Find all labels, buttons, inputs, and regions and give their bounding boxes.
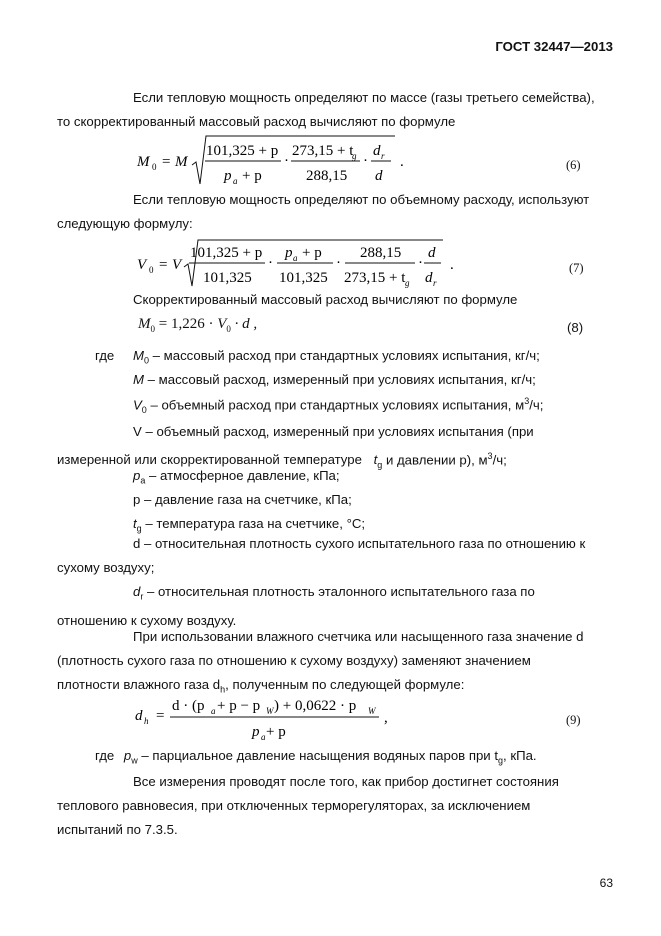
formula-number: (9) [566, 713, 581, 727]
symbol: t [373, 452, 378, 468]
fraction-denominator: + p [242, 168, 262, 184]
fraction-numerator: + p − p [217, 698, 261, 714]
formula-symbol: M [137, 154, 150, 170]
paragraph-mass-intro [57, 86, 614, 134]
unit-superscript: 3 [524, 396, 530, 406]
formula-subscript: r [433, 278, 437, 288]
definition-pw [95, 748, 537, 766]
formula-6 [130, 134, 420, 190]
formula-number: (8) [567, 320, 584, 335]
definition-text: – массовый расход, измеренный при условиях испытания, кг/ч; [144, 372, 536, 387]
fraction-numerator: d · (p [172, 698, 205, 714]
paragraph-measurements [57, 770, 614, 842]
definition-text: и давлении p), м [382, 452, 488, 468]
symbol-subscript: a [140, 475, 146, 486]
fraction-numerator: 101,325 + p [206, 143, 279, 159]
formula-subscript: W [266, 706, 274, 716]
definition-text: отношению к сухому воздуху. [57, 612, 237, 628]
formula-subscript: r [381, 151, 385, 161]
definition-m [133, 372, 536, 387]
fraction-denominator: d [425, 270, 433, 286]
text-line: Все измерения проводят после того, как прибор достигнет состояния [133, 774, 559, 789]
formula-subscript: 0 [149, 265, 154, 275]
formula-subscript: g [352, 151, 357, 161]
text-line: испытаний по 7.3.5. [57, 822, 178, 837]
symbol: M [133, 372, 144, 387]
fraction-denominator: 101,325 [279, 270, 328, 286]
fraction-numerator: ) + 0,0622 · p [274, 698, 357, 714]
definition-text: измеренной или скорректированной температуре [57, 452, 362, 468]
formula-symbol: V [137, 257, 147, 273]
symbol: p [123, 748, 132, 763]
definition-text: – относительная плотность эталонного испытательного газа по [143, 584, 535, 599]
definition-m0-text [133, 348, 540, 366]
definition-text: сухому воздуху; [57, 560, 155, 575]
definition-text: /ч; [492, 452, 507, 468]
definition-p: p – давление газа на счетчике, кПа; [133, 492, 352, 507]
where-label: где [95, 348, 115, 363]
text-line: теплового равновесия, при отключенных терморегуляторах, за исключением [57, 798, 531, 813]
formula-period: . [400, 154, 404, 170]
text-line: то скорректированный массовый расход вычисляют по формуле [57, 114, 456, 129]
formula-symbol: M [175, 154, 188, 170]
fraction-numerator: 101,325 + p [190, 245, 263, 261]
formula-expression: · d , [234, 316, 258, 332]
svg-text:·: · [284, 153, 289, 169]
definition-pa [133, 468, 340, 486]
symbol: V [133, 397, 142, 413]
page-number: 63 [599, 876, 613, 890]
symbol-subscript: r [140, 591, 144, 602]
definition-text: /ч; [529, 397, 544, 413]
definition-text: d – относительная плотность сухого испытательного газа по отношению к [133, 536, 586, 551]
formula-expression: = 1,226 · [158, 316, 214, 332]
symbol-subscript: g [498, 755, 504, 766]
formula-subscript: 0 [152, 162, 157, 172]
formula-comma: , [384, 710, 388, 726]
symbol: d [133, 584, 141, 599]
symbol-subscript: h [220, 684, 226, 695]
fraction-denominator: d [375, 168, 383, 184]
definition-text: , кПа. [503, 748, 537, 763]
symbol: t [133, 516, 137, 531]
definition-text: V – объемный расход, измеренный при условиях испытания (при [133, 424, 534, 439]
symbol-subscript: g [377, 460, 383, 471]
definition-text: – массовый расход при стандартных условиях испытания, кг/ч; [149, 348, 540, 363]
document-header: ГОСТ 32447—2013 [495, 39, 613, 54]
symbol-subscript: 0 [144, 355, 150, 366]
svg-text:=: = [159, 257, 168, 273]
formula-subscript: g [405, 278, 410, 288]
svg-text:·: · [268, 255, 273, 271]
symbol-subscript: g [136, 523, 142, 534]
definition-d [57, 532, 614, 580]
where-label: где [95, 748, 115, 763]
formula-symbol: M [138, 316, 151, 332]
formula-7 [130, 238, 470, 290]
formula-subscript: a [233, 176, 238, 186]
formula-9 [130, 690, 400, 746]
fraction-denominator: + p [266, 724, 286, 740]
formula-subscript: h [144, 716, 149, 726]
text-line: следующую формулу: [57, 216, 193, 231]
formula-subscript: a [293, 253, 298, 263]
unit-superscript: 3 [487, 451, 493, 461]
fraction-denominator: 288,15 [306, 168, 348, 184]
svg-text:·: · [336, 255, 341, 271]
fraction-numerator: 288,15 [360, 245, 402, 261]
definition-tg [133, 516, 365, 534]
definition-text: – температура газа на счетчике, °С; [141, 516, 366, 531]
svg-text:=: = [156, 708, 165, 724]
text-line: (плотность сухого газа по отношению к сухому воздуху) заменяют значением [57, 653, 531, 668]
fraction-denominator: p [224, 168, 232, 184]
svg-text:·: · [418, 255, 423, 271]
formula-period: . [450, 257, 454, 273]
svg-text:=: = [162, 154, 171, 170]
formula-number: (6) [566, 158, 581, 172]
text-line: Если тепловую мощность определяют по объемному расходу, используют [133, 192, 590, 207]
formula-subscript: 0 [226, 324, 231, 334]
definition-text: – объемный расход при стандартных условиях испытания, м [146, 397, 525, 413]
symbol-subscript: 0 [141, 405, 147, 416]
svg-text:·: · [363, 153, 368, 169]
definition-text: – атмосферное давление, кПа; [145, 468, 340, 483]
formula-symbol: d [135, 708, 143, 724]
symbol: M [133, 348, 144, 363]
formula-subscript: 0 [150, 324, 155, 334]
text-line: плотности влажного газа d [57, 677, 221, 692]
fraction-numerator: p [285, 245, 293, 261]
symbol: p [133, 468, 141, 483]
text-line: Если тепловую мощность определяют по массе (газы третьего семейства), [133, 90, 595, 105]
fraction-numerator: 273,15 + t [292, 143, 354, 159]
fraction-numerator: + p [302, 245, 322, 261]
text-line: При использовании влажного счетчика или насыщенного газа значение d [133, 629, 584, 644]
formula-8 [138, 316, 257, 334]
formula-subscript: a [211, 706, 216, 716]
fraction-numerator: d [373, 143, 381, 159]
fraction-denominator: p [252, 724, 260, 740]
definition-text: – парциальное давление насыщения водяных паров при t [137, 748, 498, 763]
formula-symbol: V [172, 257, 182, 273]
definition-v0 [133, 396, 543, 415]
definition-m0 [95, 348, 114, 363]
fraction-numerator: d [428, 245, 436, 261]
fraction-denominator: 101,325 [203, 270, 252, 286]
formula-subscript: a [261, 732, 266, 742]
symbol-subscript: w [131, 755, 138, 766]
paragraph-volume-intro [57, 188, 614, 236]
fraction-denominator: 273,15 + t [344, 270, 406, 286]
formula-symbol: V [217, 316, 227, 332]
text-line: , полученным по следующей формуле: [225, 677, 465, 692]
paragraph-mass-formula-intro: Скорректированный массовый расход вычисляют по формуле [133, 292, 518, 307]
formula-subscript: W [368, 706, 376, 716]
formula-number: (7) [569, 261, 584, 275]
